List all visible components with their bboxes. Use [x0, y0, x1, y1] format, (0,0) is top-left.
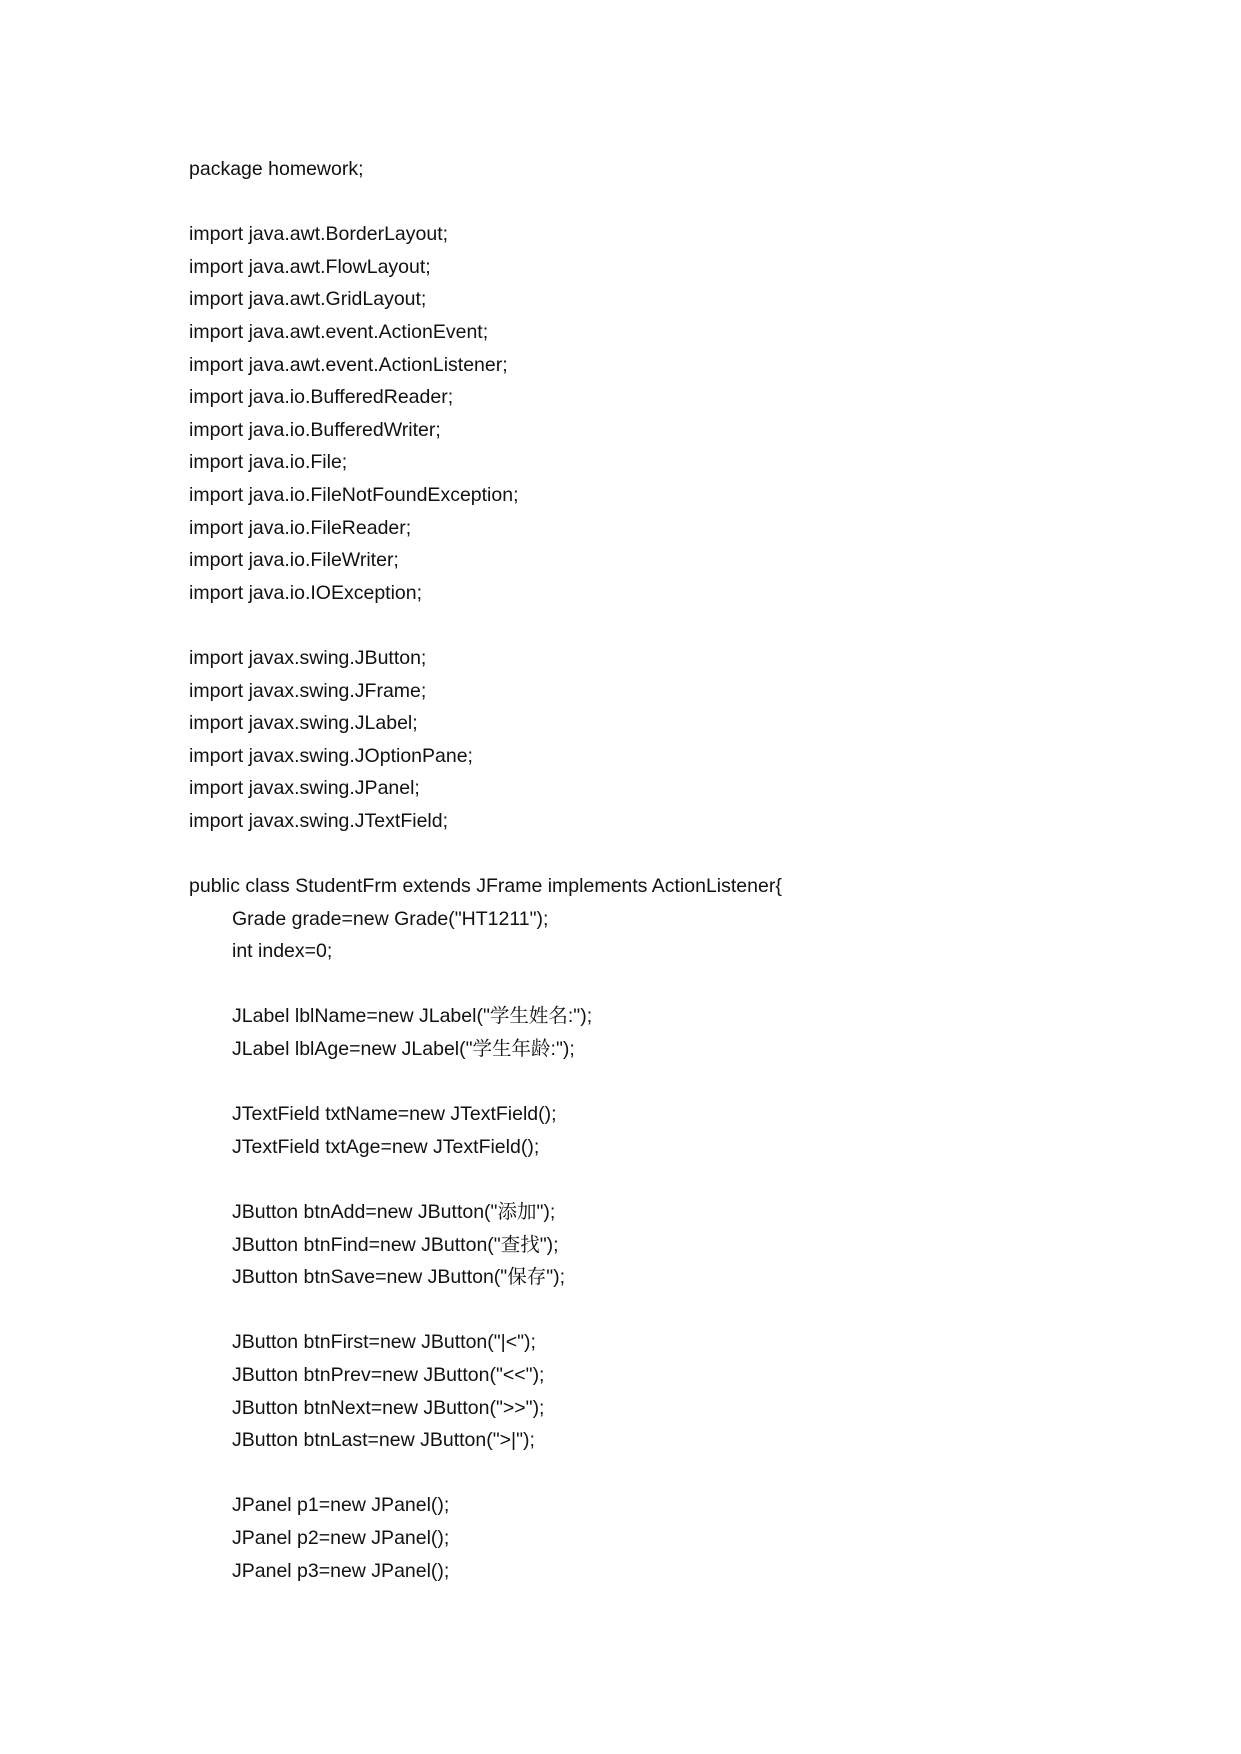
code-line: import java.io.FileWriter;: [189, 549, 399, 572]
code-line: JButton btnLast=new JButton(">|");: [232, 1429, 535, 1452]
code-line: JButton btnPrev=new JButton("<<");: [232, 1363, 545, 1386]
blank-line: [189, 1163, 1169, 1196]
blank-line: [189, 968, 1169, 1001]
code-line: import java.awt.event.ActionEvent;: [189, 320, 489, 343]
code-line: import javax.swing.JTextField;: [189, 809, 449, 832]
code-line: JTextField txtAge=new JTextField();: [232, 1135, 540, 1158]
code-line: JPanel p1=new JPanel();: [232, 1494, 450, 1517]
code-line: import java.awt.BorderLayout;: [189, 223, 449, 246]
code-line: import java.io.BufferedWriter;: [189, 418, 441, 441]
blank-line: [189, 837, 1169, 870]
code-line: import javax.swing.JButton;: [189, 646, 427, 669]
code-line: int index=0;: [232, 940, 333, 963]
code-line: JButton btnAdd=new JButton("添加");: [232, 1201, 556, 1223]
code-line: JPanel p2=new JPanel();: [232, 1526, 450, 1549]
blank-line: [189, 609, 1169, 642]
code-line: import java.io.IOException;: [189, 581, 423, 604]
code-line: import java.awt.FlowLayout;: [189, 255, 431, 278]
blank-line: [189, 1066, 1169, 1099]
code-line: import java.io.FileReader;: [189, 516, 412, 539]
code-line: import javax.swing.JOptionPane;: [189, 744, 473, 767]
blank-line: [189, 1457, 1169, 1490]
code-line: JButton btnFirst=new JButton("|<");: [232, 1331, 536, 1354]
code-line: import java.awt.event.ActionListener;: [189, 353, 508, 376]
code-line: JButton btnSave=new JButton("保存");: [232, 1266, 566, 1289]
code-line: import java.io.File;: [189, 451, 348, 474]
code-line: import javax.swing.JPanel;: [189, 777, 420, 800]
code-line: JTextField txtName=new JTextField();: [232, 1103, 557, 1126]
code-line: JPanel p3=new JPanel();: [232, 1559, 450, 1582]
code-line: package homework;: [189, 158, 364, 180]
code-listing: [189, 153, 1169, 1587]
code-line: JLabel lblName=new JLabel("学生姓名:");: [232, 1005, 593, 1028]
code-line: JButton btnNext=new JButton(">>");: [232, 1396, 545, 1419]
code-line: Grade grade=new Grade("HT1211");: [232, 907, 549, 930]
blank-line: [189, 186, 1169, 219]
code-line: import java.io.BufferedReader;: [189, 386, 454, 409]
code-line: JLabel lblAge=new JLabel("学生年龄:");: [232, 1038, 575, 1061]
code-line: import java.awt.GridLayout;: [189, 288, 427, 311]
code-line: import java.io.FileNotFoundException;: [189, 483, 519, 506]
code-line: public class StudentFrm extends JFrame implements ActionListener{: [189, 875, 782, 898]
blank-line: [189, 1294, 1169, 1327]
code-line: import javax.swing.JFrame;: [189, 679, 427, 702]
code-line: JButton btnFind=new JButton("查找");: [232, 1233, 559, 1256]
code-line: import javax.swing.JLabel;: [189, 712, 418, 735]
